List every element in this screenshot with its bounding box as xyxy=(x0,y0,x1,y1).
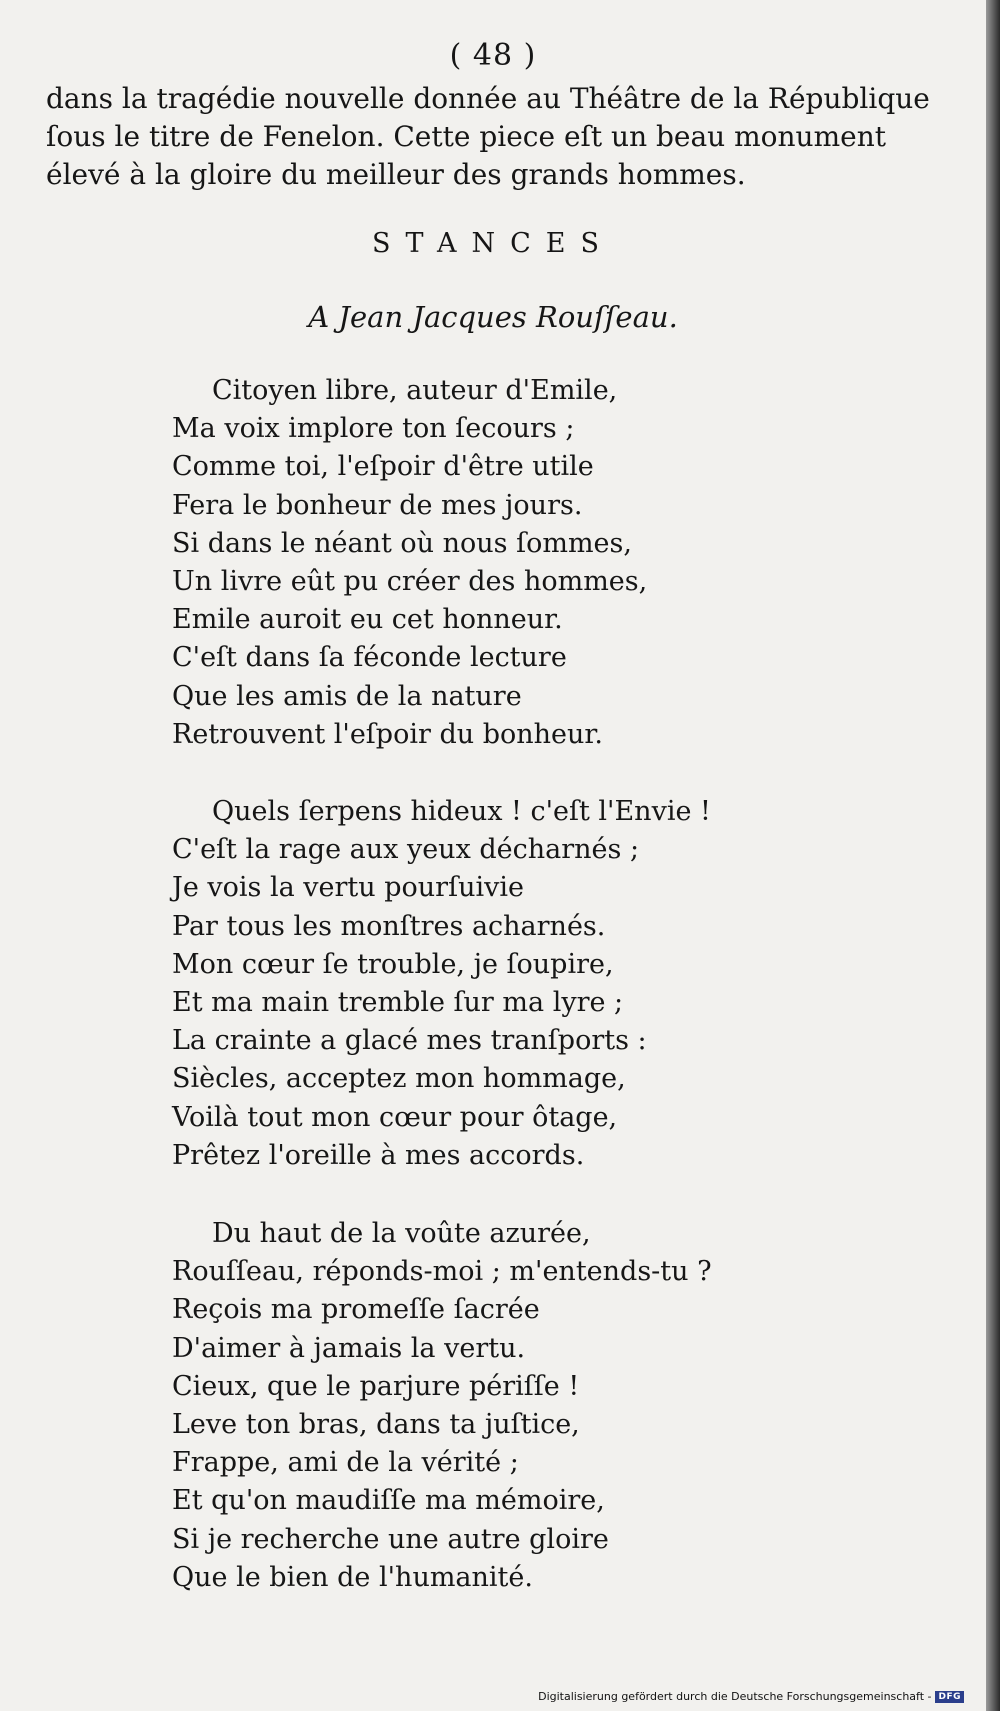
verse-line: Que les amis de la nature xyxy=(172,680,522,712)
verse-line: Retrouvent l'eſpoir du bonheur. xyxy=(172,718,603,750)
digitization-credit xyxy=(534,1688,968,1705)
verse-line: Rouſſeau, réponds-moi ; m'entends-tu ? xyxy=(172,1256,712,1288)
verse-line: Je vois la vertu pourſuivie xyxy=(172,872,524,904)
verse-line: Quels ſerpens hideux ! c'eſt l'Envie ! xyxy=(212,796,711,827)
page-number: ( 48 ) xyxy=(449,38,537,73)
verse-line: Mon cœur ſe trouble, je ſoupire, xyxy=(172,948,614,980)
verse-line: Fera le bonheur de mes jours. xyxy=(172,489,583,521)
stanza-1 xyxy=(172,372,892,754)
verse-line: C'eſt la rage aux yeux décharnés ; xyxy=(172,834,640,866)
verse-line: Leve ton bras, dans ta juſtice, xyxy=(172,1408,580,1440)
verse-line: Cieux, que le parjure périſſe ! xyxy=(172,1370,580,1402)
page-edge-shadow xyxy=(986,0,1000,1711)
verse-line: Et ma main tremble ſur ma lyre ; xyxy=(172,986,624,1018)
verse-line: Frappe, ami de la vérité ; xyxy=(172,1447,519,1479)
poem-title: STANCES xyxy=(371,228,615,259)
stanza-2 xyxy=(172,793,892,1175)
verse-line: Et qu'on maudiſſe ma mémoire, xyxy=(172,1485,605,1517)
verse-line: Prêtez l'oreille à mes accords. xyxy=(172,1139,585,1171)
poem-dedication: A Jean Jacques Rouſſeau. xyxy=(308,300,678,334)
verse-line: Que le bien de l'humanité. xyxy=(172,1561,533,1593)
prose-line: élevé à la gloire du meilleur des grands hommes. xyxy=(46,158,746,191)
verse-line: La crainte a glacé mes tranſports : xyxy=(172,1025,647,1057)
verse-line: Ma voix implore ton ſecours ; xyxy=(172,413,575,445)
stanza-3 xyxy=(172,1215,892,1597)
verse-line: Par tous les monſtres acharnés. xyxy=(172,910,606,942)
verse-line: Siècles, acceptez mon hommage, xyxy=(172,1063,626,1095)
verse-line: Emile auroit eu cet honneur. xyxy=(172,604,563,636)
verse-line: C'eſt dans ſa féconde lecture xyxy=(172,642,567,674)
verse-line: Voilà tout mon cœur pour ôtage, xyxy=(172,1101,618,1133)
credit-text: Digitalisierung gefördert durch die Deutsche Forschungsgemeinschaft - xyxy=(538,1690,932,1703)
verse-line: Si je recherche une autre gloire xyxy=(172,1523,609,1555)
verse-line: Citoyen libre, auteur d'Emile, xyxy=(212,375,618,406)
verse-line: Si dans le néant où nous ſommes, xyxy=(172,527,632,559)
prose-line: dans la tragédie nouvelle donnée au Théâtre de la République xyxy=(46,82,930,115)
verse-line: Un livre eût pu créer des hommes, xyxy=(172,565,648,597)
verse-line: Du haut de la voûte azurée, xyxy=(212,1218,591,1249)
dfg-logo: DFG xyxy=(935,1691,964,1703)
prose-paragraph xyxy=(46,80,936,194)
verse-line: D'aimer à jamais la vertu. xyxy=(172,1332,526,1364)
verse-line: Reçois ma promeſſe ſacrée xyxy=(172,1294,540,1326)
verse-line: Comme toi, l'eſpoir d'être utile xyxy=(172,451,594,483)
prose-line: ſous le titre de Fenelon. Cette piece eſt un beau monument xyxy=(46,120,886,153)
